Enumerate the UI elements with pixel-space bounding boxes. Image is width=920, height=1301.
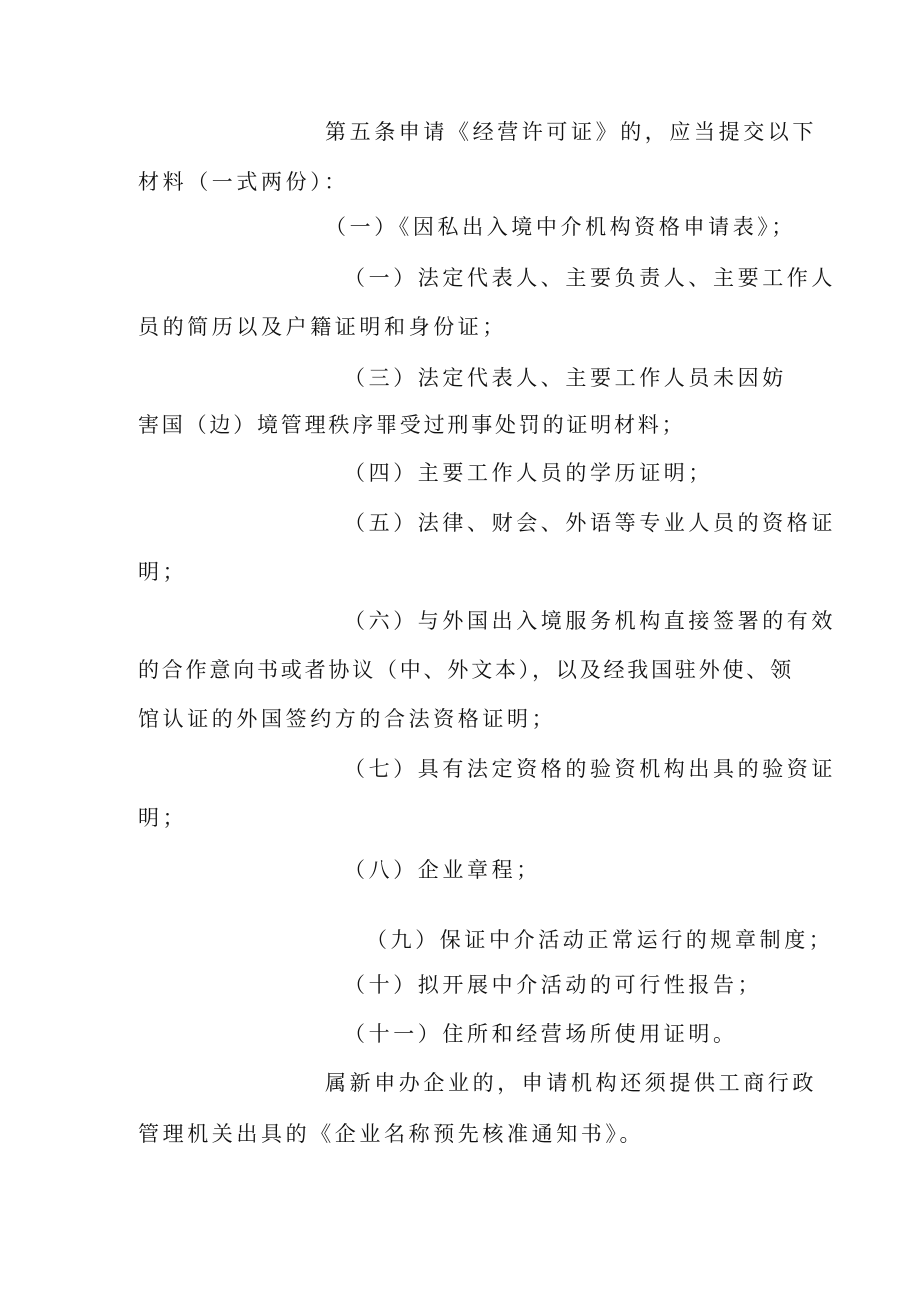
item-5-line-2: 明； xyxy=(138,560,188,584)
item-8-line: （八）企业章程； xyxy=(344,858,541,882)
item-3-line-2: 害国（边）境管理秩序罪受过刑事处罚的证明材料； xyxy=(138,413,686,437)
item-6-line-3: 馆认证的外国签约方的合法资格证明； xyxy=(138,707,557,731)
item-5-line-1: （五）法律、财会、外语等专业人员的资格证 xyxy=(344,511,836,535)
item-3-line-1: （三）法定代表人、主要工作人员未因妨 xyxy=(344,366,787,390)
item-7-line-2: 明； xyxy=(138,806,188,830)
item-11-line: （十一）住所和经营场所使用证明。 xyxy=(344,1022,738,1046)
new-enterprise-line-2: 管理机关出具的《企业名称预先核准通知书》。 xyxy=(138,1122,645,1146)
item-10-line: （十）拟开展中介活动的可行性报告； xyxy=(344,973,763,997)
item-4-line: （四）主要工作人员的学历证明； xyxy=(344,461,713,485)
item-6-line-1: （六）与外国出入境服务机构直接签署的有效 xyxy=(344,609,836,633)
item-2-line-1: （一）法定代表人、主要负责人、主要工作人 xyxy=(344,266,836,290)
item-7-line-1: （七）具有法定资格的验资机构出具的验资证 xyxy=(344,757,836,781)
item-2-line-2: 员的简历以及户籍证明和身份证； xyxy=(138,315,507,339)
item-6-line-2: 的合作意向书或者协议（中、外文本），以及经我国驻外使、领 xyxy=(138,658,794,682)
new-enterprise-line-1: 属新申办企业的，申请机构还须提供工商行政 xyxy=(325,1071,817,1095)
article-5-intro-line-1: 第五条申请《经营许可证》的，应当提交以下 xyxy=(325,120,817,144)
item-1-line: （一）《因私出入境中介机构资格申请表》； xyxy=(325,215,796,239)
article-5-intro-line-2: 材料（一式两份）： xyxy=(138,170,349,194)
item-9-line: （九）保证中介活动正常运行的规章制度； xyxy=(366,928,834,952)
